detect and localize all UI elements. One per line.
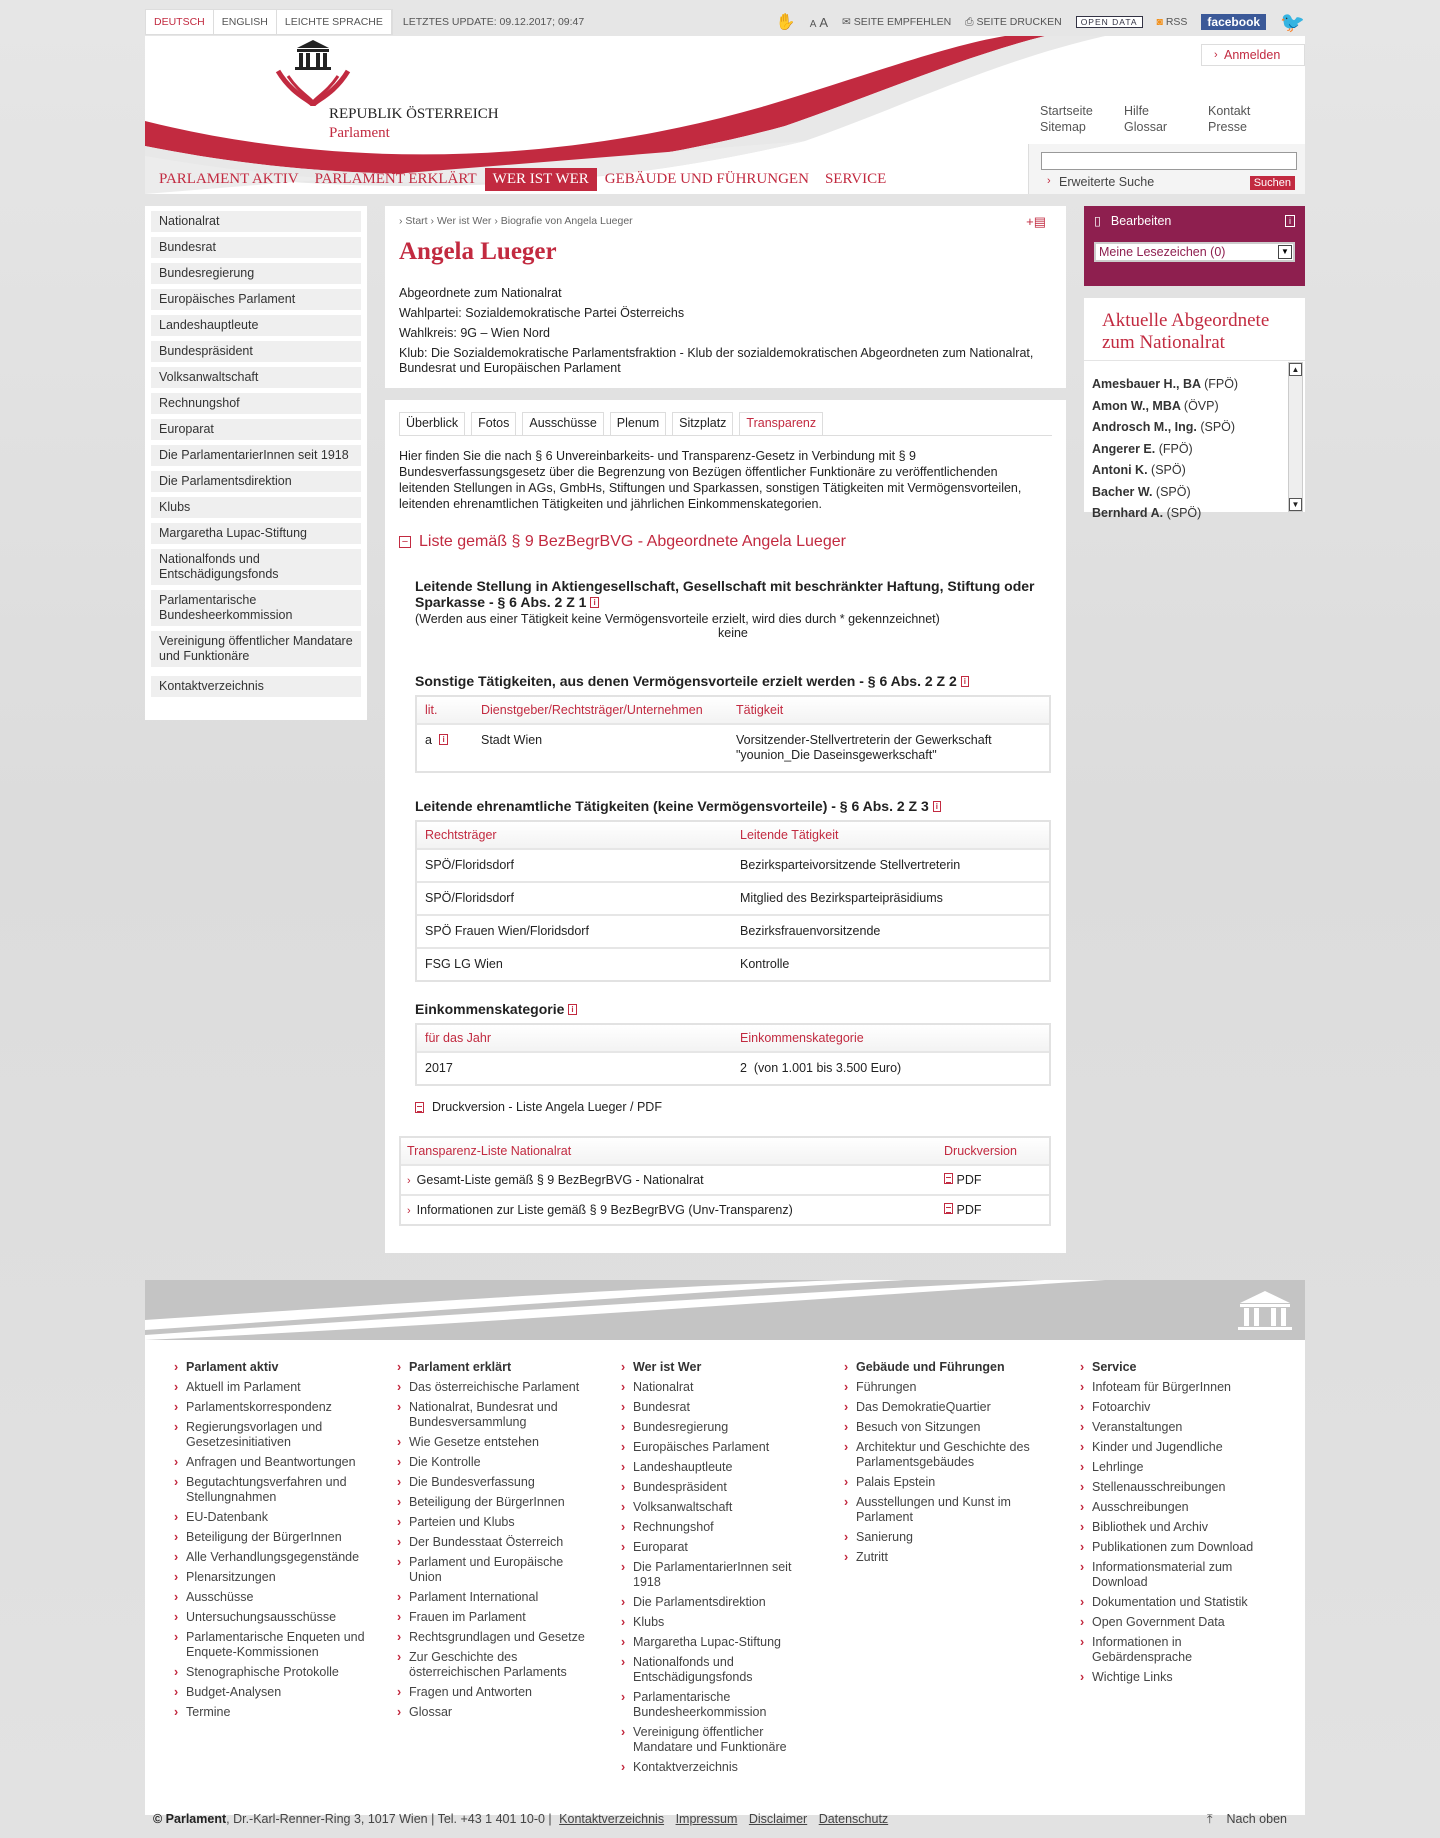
footer-link[interactable]: › Parlament International [397, 1590, 597, 1605]
edit-title: Bearbeiten [1110, 213, 1172, 228]
top-bar [145, 8, 1305, 36]
footer-link[interactable]: › Glossar [397, 1705, 597, 1720]
footer [145, 1280, 1305, 1815]
pdf-label: PDF [956, 1203, 982, 1217]
tab-ueberblick[interactable]: Überblick [399, 412, 465, 435]
list-item[interactable] [1092, 396, 1282, 418]
list-item[interactable] [1092, 417, 1282, 439]
col-header: für das Jahr [425, 1031, 492, 1045]
intro-text: Hier finden Sie die nach § 6 Unvereinbarkeits- und Transparenz-Gesetz in Verbindung mit § 9 Bundesverfassungsgesetz über die Begrenzung von Bezügen öffentlicher Funktionäre zu veröffentlichenden leitenden Stellungen in AGs, GmbHs, Stiftungen und Sparkassen, sonstigen Tätigkeiten mit Vermögensvorteilen, leitenden ehrenamtlichen Tätigkeiten und jährlichen Einkommenskategorien. [399, 449, 1022, 511]
parliament-logo[interactable] [273, 36, 353, 106]
nav-parlament-aktiv[interactable]: PARLAMENT AKTIV [159, 171, 299, 187]
rss-icon: ◙ [1156, 16, 1163, 28]
cell: SPÖ/Floridsdorf [425, 858, 514, 872]
crumb-chevron-icon: › [430, 215, 435, 227]
table-header [417, 822, 1049, 848]
crumb-chevron-icon: › [399, 215, 403, 227]
footer-link[interactable]: › Stellenausschreibungen [1080, 1480, 1280, 1495]
facebook-link[interactable]: facebook [1201, 14, 1266, 30]
table-row [417, 723, 1049, 771]
footer-link[interactable]: › Vereinigung öffentlicher Mandatare und Funktionäre [621, 1725, 821, 1755]
footer-link[interactable]: › Die Kontrolle [397, 1455, 597, 1470]
footer-link[interactable]: › Rechnungshof [621, 1520, 821, 1535]
footer-link[interactable]: › Beteiligung der BürgerInnen [397, 1495, 597, 1510]
quick-startseite[interactable]: Startseite [1040, 104, 1093, 118]
section-title: Leitende Stellung in Aktiengesellschaft, Gesellschaft mit beschränkter Haftung, Stiftung oder Sparkasse - § 6 Abs. 2 Z 1 [415, 578, 1035, 610]
member-party: (SPÖ) [1200, 420, 1236, 434]
logo-line1: REPUBLIK ÖSTERREICH [329, 106, 499, 122]
table-row [401, 1164, 1049, 1194]
table-row [417, 947, 1049, 980]
nav-gebaeude[interactable]: GEBÄUDE UND FÜHRUNGEN [604, 171, 809, 187]
member-party: (FPÖ) [1158, 441, 1193, 456]
person-party: Wahlpartei: Sozialdemokratische Partei Österreichs [399, 306, 685, 320]
col-header: Druckversion [944, 1144, 1017, 1158]
leftnav-item[interactable]: Europäisches Parlament [151, 289, 361, 310]
login-label: Anmelden [1224, 48, 1281, 62]
footer-col-heading[interactable]: › Parlament erklärt [397, 1360, 597, 1374]
cell: Bezirksparteivorsitzende Stellvertreterin [740, 858, 961, 872]
member-name: Antoni K. [1092, 463, 1148, 477]
leftnav-item[interactable]: Landeshauptleute [151, 315, 361, 336]
footer-link[interactable]: › Ausstellungen und Kunst im Parlament [844, 1495, 1044, 1525]
leftnav-item[interactable]: Klubs [151, 497, 361, 518]
list-item[interactable] [1092, 374, 1282, 396]
section-title: Sonstige Tätigkeiten, aus denen Vermögensvorteile erzielt werden - § 6 Abs. 2 Z 2 [415, 673, 957, 689]
footer-link[interactable]: › Die ParlamentarierInnen seit 1918 [621, 1560, 821, 1590]
member-party: (FPÖ) [1204, 377, 1239, 391]
footer-link[interactable]: › Kinder und Jugendliche [1080, 1440, 1280, 1455]
section-note: (Werden aus einer Tätigkeit keine Vermögensvorteile erzielt, wird dies durch * gekennzeichnet) [415, 612, 940, 626]
list-item[interactable] [1092, 482, 1282, 504]
footer-link[interactable]: › Frauen im Parlament [397, 1610, 597, 1625]
quick-kontakt[interactable]: Kontakt [1208, 104, 1251, 118]
ehrenamtlich-table [415, 820, 1051, 982]
footer-link[interactable]: › Wie Gesetze entstehen [397, 1435, 597, 1450]
footer-link[interactable]: › Fotoarchiv [1080, 1400, 1280, 1415]
footer-link[interactable]: › Fragen und Antworten [397, 1685, 597, 1700]
leftnav-item[interactable]: Die Parlamentsdirektion [151, 471, 361, 492]
table-header [401, 1138, 1049, 1164]
footer-link[interactable]: › EU-Datenbank [174, 1510, 374, 1525]
cell-lit [425, 733, 481, 763]
pdf-link[interactable] [944, 1203, 981, 1217]
chevron-right-icon: › [407, 1205, 411, 1217]
footer-link[interactable]: › Termine [174, 1705, 374, 1720]
footer-col-parlament-aktiv [174, 1360, 374, 1725]
info-icon[interactable]: i [439, 734, 447, 745]
tab-fotos[interactable]: Fotos [471, 412, 516, 435]
leftnav-item[interactable]: Die ParlamentarierInnen seit 1918 [151, 445, 361, 466]
row-label: Gesamt-Liste gemäß § 9 BezBegrBVG - Nationalrat [416, 1173, 704, 1187]
footer-link[interactable]: › Der Bundesstaat Österreich [397, 1535, 597, 1550]
cell: 2 (von 1.001 bis 3.500 Euro) [740, 1061, 902, 1075]
col-header: Dienstgeber/Rechtsträger/Unternehmen [481, 703, 703, 717]
footer-link[interactable]: › Palais Epstein [844, 1475, 1044, 1490]
gesamt-liste-link[interactable] [407, 1173, 944, 1187]
person-role: Abgeordnete zum Nationalrat [399, 286, 562, 300]
copyright-label: © Parlament [153, 1812, 227, 1826]
crumb-wer-ist-wer[interactable]: Wer ist Wer [436, 215, 492, 227]
footer-link[interactable]: › Aktuell im Parlament [174, 1380, 374, 1395]
cell: SPÖ/Floridsdorf [425, 891, 514, 905]
footer-link[interactable]: › Beteiligung der BürgerInnen [174, 1530, 374, 1545]
footer-col-gebaeude [844, 1360, 1044, 1570]
footer-link[interactable]: › Infoteam für BürgerInnen [1080, 1380, 1280, 1395]
parliament-building-icon [273, 36, 353, 106]
page-title: Angela Lueger [399, 238, 557, 265]
font-size-control[interactable] [810, 15, 828, 30]
lang-deutsch[interactable]: DEUTSCH [146, 10, 214, 34]
table-row [417, 1051, 1049, 1084]
back-to-top-label: Nach oben [1226, 1812, 1287, 1826]
search-input[interactable] [1041, 152, 1297, 170]
cell: SPÖ Frauen Wien/Floridsdorf [425, 924, 589, 938]
footer-link-datenschutz[interactable]: Datenschutz [818, 1812, 889, 1826]
member-name: Androsch M., Ing. [1092, 420, 1197, 434]
section-title: Einkommenskategorie [415, 1001, 565, 1017]
footer-link[interactable]: › Parteien und Klubs [397, 1515, 597, 1530]
print-label: SEITE DRUCKEN [976, 15, 1062, 28]
footer-link[interactable]: › Europarat [621, 1540, 821, 1555]
member-party: (ÖVP) [1183, 398, 1219, 413]
quick-glossar[interactable]: Glossar [1124, 120, 1168, 134]
footer-link-disclaimer[interactable]: Disclaimer [748, 1812, 808, 1826]
recommend-label: SEITE EMPFEHLEN [853, 16, 952, 28]
einkommen-table [415, 1023, 1051, 1086]
footer-link[interactable]: › Regierungsvorlagen und Gesetzesinitiativen [174, 1420, 374, 1450]
pdf-icon [415, 1102, 424, 1113]
chevron-right-icon: › [407, 1175, 411, 1187]
footer-link[interactable]: › Dokumentation und Statistik [1080, 1595, 1280, 1610]
header [145, 36, 1305, 194]
footer-link[interactable]: › Bibliothek und Archiv [1080, 1520, 1280, 1535]
tab-bar [399, 412, 823, 435]
printer-icon: ⎙ [965, 15, 974, 28]
members-list [1092, 374, 1282, 520]
search-box [1028, 144, 1305, 194]
cell: Mitglied des Bezirksparteipräsidiums [740, 891, 943, 905]
table-row [417, 914, 1049, 947]
cell: Vorsitzender-Stellvertreterin der Gewerkschaft "younion_Die Daseinsgewerkschaft" [736, 733, 992, 762]
tab-divider [399, 435, 1052, 436]
open-data-logo[interactable]: OPEN DATA [1076, 16, 1143, 28]
twitter-icon[interactable]: 🐦 [1280, 11, 1305, 34]
rss-label: RSS [1165, 16, 1188, 28]
footer-link[interactable]: › Bundesrat [621, 1400, 821, 1415]
leftnav-item[interactable]: Europarat [151, 419, 361, 440]
footer-link[interactable]: › Stenographische Protokolle [174, 1665, 374, 1680]
back-to-top[interactable] [1207, 1812, 1287, 1827]
tab-plenum[interactable]: Plenum [610, 412, 666, 435]
person-info [399, 286, 1039, 381]
members-title: Aktuelle Abgeordnete zum Nationalrat [1084, 298, 1305, 361]
nav-service[interactable]: SERVICE [824, 171, 887, 187]
footer-link[interactable]: › Das DemokratieQuartier [844, 1400, 1044, 1415]
footer-link[interactable]: › Untersuchungsausschüsse [174, 1610, 374, 1625]
col-header: Einkommenskategorie [740, 1031, 864, 1045]
extended-search-link[interactable]: Erweiterte Suche [1059, 175, 1155, 189]
footer-link[interactable]: › Zur Geschichte des österreichischen Parlaments [397, 1650, 597, 1680]
informationen-link[interactable] [407, 1203, 944, 1217]
footer-link[interactable]: › Volksanwaltschaft [621, 1500, 821, 1515]
list-toggle[interactable] [399, 533, 846, 551]
print-link[interactable] [965, 16, 1062, 29]
members-scrollbar[interactable] [1288, 362, 1303, 512]
leftnav-item[interactable]: Nationalfonds und Entschädigungsfonds [151, 549, 361, 585]
footer-link[interactable]: › Ausschüsse [174, 1590, 374, 1605]
footer-link[interactable]: › Nationalrat [621, 1380, 821, 1395]
footer-link[interactable]: › Rechtsgrundlagen und Gesetze [397, 1630, 597, 1645]
footer-link-kontakt[interactable]: Kontaktverzeichnis [559, 1812, 665, 1826]
table-row [417, 881, 1049, 914]
main-nav [151, 168, 894, 191]
info-icon[interactable]: i [933, 801, 941, 812]
person-box [385, 206, 1066, 388]
copyright [153, 1812, 892, 1826]
info-icon[interactable]: i [961, 676, 969, 687]
tab-ausschuesse[interactable]: Ausschüsse [522, 412, 603, 435]
lang-leichte-sprache[interactable]: LEICHTE SPRACHE [277, 10, 392, 34]
footer-link[interactable]: › Lehrlinge [1080, 1460, 1280, 1475]
transparency-list-table [399, 1136, 1051, 1226]
footer-link[interactable]: › Bundespräsident [621, 1480, 821, 1495]
footer-link[interactable]: › Margaretha Lupac-Stiftung [621, 1635, 821, 1650]
chevron-right-icon: › [1214, 49, 1218, 61]
tab-transparenz[interactable]: Transparenz [739, 412, 823, 435]
print-version-label: Druckversion - Liste Angela Lueger / PDF [432, 1100, 662, 1114]
footer-link[interactable]: › Architektur und Geschichte des Parlamentsgebäudes [844, 1440, 1044, 1470]
member-name: Bacher W. [1092, 484, 1153, 499]
address: , Dr.-Karl-Renner-Ring 3, 1017 Wien | Tel. +43 1 401 10-0 | [226, 1812, 552, 1826]
quick-links [1040, 103, 1292, 135]
col-header: Leitende Tätigkeit [740, 828, 839, 842]
row-label: Informationen zur Liste gemäß § 9 BezBegrBVG (Unv-Transparenz) [416, 1203, 793, 1217]
footer-link[interactable]: › Nationalrat, Bundesrat und Bundesversammlung [397, 1400, 597, 1430]
cell: Stadt Wien [481, 733, 543, 747]
quick-sitemap[interactable]: Sitemap [1040, 120, 1086, 134]
footer-link[interactable]: › Begutachtungsverfahren und Stellungnahmen [174, 1475, 374, 1505]
bookmarks-select[interactable] [1094, 242, 1295, 262]
pdf-label: PDF [956, 1173, 982, 1187]
leftnav-item[interactable]: Bundesregierung [151, 263, 361, 284]
lang-english[interactable]: ENGLISH [214, 10, 277, 34]
section-ehrenamtlich [415, 798, 1051, 982]
section-einkommen [415, 1001, 1051, 1086]
leftnav-item[interactable]: Bundespräsident [151, 341, 361, 362]
login-button[interactable] [1201, 44, 1305, 66]
list-title: Liste gemäß § 9 BezBegrBVG - Abgeordnete Angela Lueger [419, 533, 846, 550]
crumb-start[interactable]: Start [405, 215, 428, 227]
current-members-box [1084, 298, 1305, 520]
table-header [417, 697, 1049, 723]
section-value: keine [718, 626, 748, 640]
list-item[interactable] [1092, 460, 1282, 482]
font-large[interactable]: A [819, 14, 828, 30]
footer-link[interactable]: › Parlamentskorrespondenz [174, 1400, 374, 1415]
cell: Kontrolle [740, 957, 790, 971]
pdf-icon [944, 1173, 953, 1184]
footer-link-impressum[interactable]: Impressum [675, 1812, 738, 1826]
parliament-building-icon [1235, 1285, 1295, 1335]
crumb-current: Biografie von Angela Lueger [500, 215, 633, 227]
pdf-icon [944, 1203, 953, 1214]
chevron-right-icon: › [1047, 175, 1051, 187]
footer-link[interactable]: › Parlamentarische Enqueten und Enquete-Kommissionen [174, 1630, 374, 1660]
footer-col-heading[interactable]: › Gebäude und Führungen [844, 1360, 1044, 1374]
table-header [417, 1025, 1049, 1051]
footer-link[interactable]: › Die Bundesverfassung [397, 1475, 597, 1490]
arrow-up-icon: ⤒ [1207, 1812, 1213, 1826]
footer-col-service [1080, 1360, 1280, 1690]
last-update: LETZTES UPDATE: 09.12.2017; 09:47 [402, 16, 585, 28]
mail-icon: ✉ [841, 16, 851, 28]
collapse-icon: − [399, 536, 411, 548]
quick-hilfe[interactable]: Hilfe [1124, 104, 1150, 118]
footer-link[interactable]: › Parlament und Europäische Union [397, 1555, 597, 1585]
leftnav-item[interactable]: Volksanwaltschaft [151, 367, 361, 388]
search-button[interactable]: Suchen [1250, 176, 1295, 190]
leftnav-item[interactable]: Vereinigung öffentlicher Mandatare und Funktionäre [151, 631, 361, 667]
bookmarks-select-value: Meine Lesezeichen (0) [1099, 245, 1226, 259]
member-name: Amon W., MBA [1092, 398, 1181, 413]
person-district: Wahlkreis: 9G – Wien Nord [399, 326, 550, 340]
nav-wer-ist-wer[interactable]: WER IST WER [485, 168, 597, 191]
footer-link[interactable]: › Plenarsitzungen [174, 1570, 374, 1585]
rss-link[interactable] [1157, 16, 1188, 28]
section-sonstige [415, 673, 1051, 773]
info-icon[interactable]: i [568, 1004, 576, 1015]
footer-link[interactable]: › Europäisches Parlament [621, 1440, 821, 1455]
quick-presse[interactable]: Presse [1208, 120, 1247, 134]
list-item[interactable] [1092, 439, 1282, 461]
recommend-link[interactable] [842, 16, 951, 28]
leftnav-item[interactable]: Kontaktverzeichnis [151, 676, 361, 697]
logo-line2: Parlament [329, 125, 390, 141]
leftnav-item[interactable]: Margaretha Lupac-Stiftung [151, 523, 361, 544]
footer-link[interactable]: › Budget-Analysen [174, 1685, 374, 1700]
footer-link[interactable]: › Kontaktverzeichnis [621, 1760, 821, 1775]
person-club: Klub: Die Sozialdemokratische Parlamentsfraktion - Klub der sozialdemokratischen Abgeordneten zum Nationalrat, Bundesrat und Europäischen Parlament [399, 346, 1034, 375]
footer-link[interactable]: › Das österreichische Parlament [397, 1380, 597, 1395]
chevron-down-icon: ▼ [1278, 245, 1292, 259]
nav-parlament-erklaert[interactable]: PARLAMENT ERKLÄRT [314, 171, 477, 187]
table-row [417, 848, 1049, 881]
col-header: Tätigkeit [736, 703, 784, 717]
col-header: Rechtsträger [425, 828, 497, 842]
pdf-link[interactable] [944, 1173, 981, 1187]
col-header: Transparenz-Liste Nationalrat [407, 1144, 572, 1158]
footer-link[interactable]: › Landeshauptleute [621, 1460, 821, 1475]
tab-sitzplatz[interactable]: Sitzplatz [672, 412, 733, 435]
font-small[interactable]: A [809, 18, 817, 30]
footer-col-heading[interactable]: › Wer ist Wer [621, 1360, 821, 1374]
leftnav-item[interactable]: Bundesrat [151, 237, 361, 258]
language-switcher [145, 9, 393, 35]
footer-link[interactable]: › Wichtige Links [1080, 1670, 1280, 1685]
leftnav-item[interactable]: Nationalrat [151, 211, 361, 232]
footer-link[interactable]: › Bundesregierung [621, 1420, 821, 1435]
footer-link[interactable]: › Publikationen zum Download [1080, 1540, 1280, 1555]
member-party: (SPÖ) [1155, 484, 1191, 499]
footer-col-wer-ist-wer [621, 1360, 821, 1780]
cell: 2017 [425, 1061, 453, 1075]
footer-link[interactable]: › Informationen in Gebärdensprache [1080, 1635, 1280, 1665]
leftnav-item[interactable]: Parlamentarische Bundesheerkommission [151, 590, 361, 626]
crumb-chevron-icon: › [494, 215, 498, 227]
info-icon[interactable]: i [1285, 215, 1295, 227]
scroll-up-icon[interactable]: ▲ [1289, 363, 1302, 376]
footer-link[interactable]: › Die Parlamentsdirektion [621, 1595, 821, 1610]
section-leitende-stellung [415, 578, 1051, 640]
footer-link[interactable]: › Klubs [621, 1615, 821, 1630]
sign-language-icon[interactable]: ✋ [775, 14, 796, 31]
footer-link[interactable]: › Besuch von Sitzungen [844, 1420, 1044, 1435]
edit-box [1084, 206, 1305, 286]
toolbar [776, 10, 1305, 35]
sonstige-table [415, 695, 1051, 773]
member-name: Angerer E. [1092, 441, 1156, 456]
col-header: lit. [425, 703, 438, 717]
left-nav [145, 206, 367, 720]
add-bookmark-icon[interactable]: +▤ [1026, 214, 1046, 229]
member-party: (SPÖ) [1151, 463, 1186, 477]
cell-lit-value: a [425, 733, 432, 747]
footer-col-heading[interactable]: › Service [1080, 1360, 1280, 1374]
footer-link[interactable]: › Parlamentarische Bundesheerkommission [621, 1690, 821, 1720]
footer-link[interactable]: › Führungen [844, 1380, 1044, 1395]
section-title: Leitende ehrenamtliche Tätigkeiten (keine Vermögensvorteile) - § 6 Abs. 2 Z 3 [415, 798, 929, 814]
footer-swoosh [145, 1280, 1305, 1340]
footer-link[interactable]: › Zutritt [844, 1550, 1044, 1565]
list-item[interactable] [1092, 503, 1282, 525]
footer-col-heading[interactable]: › Parlament aktiv [174, 1360, 374, 1374]
info-icon[interactable]: i [590, 597, 598, 608]
footer-link[interactable]: › Ausschreibungen [1080, 1500, 1280, 1515]
footer-link[interactable]: › Sanierung [844, 1530, 1044, 1545]
edit-header [1084, 206, 1305, 235]
cell: Bezirksfrauenvorsitzende [740, 924, 881, 938]
bookmark-icon: ▯ [1094, 214, 1101, 228]
table-row [401, 1194, 1049, 1224]
print-version-link[interactable] [415, 1100, 662, 1114]
footer-link[interactable]: › Anfragen und Beantwortungen [174, 1455, 374, 1470]
member-party: (SPÖ) [1166, 506, 1202, 520]
footer-link[interactable]: › Open Government Data [1080, 1615, 1280, 1630]
member-name: Bernhard A. [1092, 506, 1164, 520]
scroll-down-icon[interactable]: ▼ [1289, 498, 1302, 511]
breadcrumb [399, 215, 633, 227]
footer-link[interactable]: › Informationsmaterial zum Download [1080, 1560, 1280, 1590]
footer-link[interactable]: › Alle Verhandlungsgegenstände [174, 1550, 374, 1565]
leftnav-item[interactable]: Rechnungshof [151, 393, 361, 414]
footer-link[interactable]: › Nationalfonds und Entschädigungsfonds [621, 1655, 821, 1685]
footer-link[interactable]: › Veranstaltungen [1080, 1420, 1280, 1435]
member-name: Amesbauer H., BA [1092, 377, 1201, 391]
cell: FSG LG Wien [425, 957, 503, 971]
transparency-content [385, 400, 1066, 1253]
footer-col-parlament-erklaert [397, 1360, 597, 1725]
